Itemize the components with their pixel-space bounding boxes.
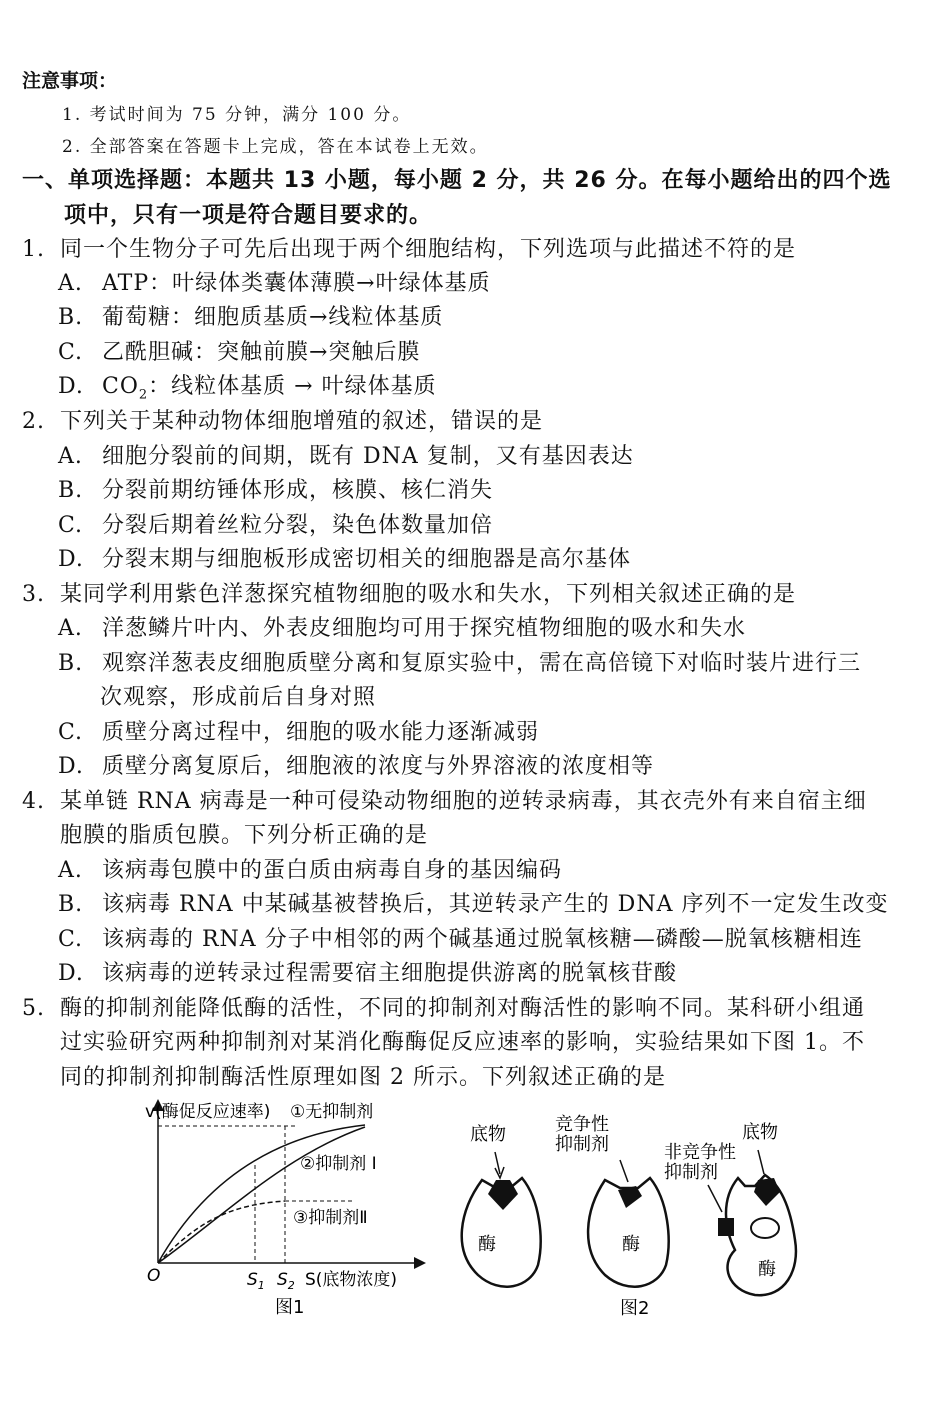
substrate-3 [754, 1178, 780, 1206]
series-label-1: ①无抑制剂 [290, 1102, 374, 1122]
option-2a: A. 细胞分裂前的间期，既有 DNA 复制，又有基因表达 [58, 444, 634, 469]
question-5: 5. 酶的抑制剂能降低酶的活性，不同的抑制剂对酶活性的影响不同。某科研小组通 [22, 996, 866, 1021]
section-heading-cont: 项中，只有一项是符合题目要求的。 [64, 203, 433, 228]
curve-no-inhibitor [158, 1125, 365, 1263]
option-2d: D. 分裂末期与细胞板形成密切相关的细胞器是高尔基体 [58, 547, 632, 572]
enzyme-label-3: 酶 [758, 1259, 776, 1280]
notice-title: 注意事项： [22, 70, 118, 92]
option-4a: A. 该病毒包膜中的蛋白质由病毒自身的基因编码 [58, 858, 563, 883]
question-5-cont: 过实验研究两种抑制剂对某消化酶酶促反应速率的影响，实验结果如下图 1。不 [60, 1030, 865, 1055]
option-2c: C. 分裂后期着丝粒分裂，染色体数量加倍 [58, 513, 494, 538]
series-label-3: ③抑制剂Ⅱ [293, 1208, 368, 1228]
noncompetitive-arrow [708, 1185, 722, 1212]
option-1a: A. ATP：叶绿体类囊体薄膜→叶绿体基质 [58, 271, 491, 296]
figure-2-caption: 图2 [620, 1298, 650, 1319]
question-5-cont2: 同的抑制剂抑制酶活性原理如图 2 所示。下列叙述正确的是 [60, 1065, 666, 1090]
competitive-inhibitor [618, 1186, 642, 1208]
enzyme-label-2: 酶 [622, 1234, 640, 1255]
question-number: 1. [22, 237, 45, 262]
competitive-arrow [620, 1160, 628, 1182]
question-2: 2. 下列关于某种动物体细胞增殖的叙述，错误的是 [22, 409, 544, 434]
question-stem: 同一个生物分子可先后出现于两个细胞结构，下列选项与此描述不符的是 [60, 237, 797, 262]
option-3b-cont: 次观察，形成前后自身对照 [100, 685, 377, 710]
notice-item: 2. 全部答案在答题卡上完成，答在本试卷上无效。 [62, 137, 489, 157]
option-1b: B. 葡萄糖：细胞质基质→线粒体基质 [58, 305, 444, 330]
option-1d: D. $CO_2$：线粒体基质 → 叶绿体基质 [58, 374, 437, 403]
y-axis-label: v(酶促反应速率) [145, 1102, 271, 1122]
s1-label: $S_1$ [247, 1270, 265, 1292]
option-3a: A. 洋葱鳞片叶内、外表皮细胞均可用于探究植物细胞的吸水和失水 [58, 616, 747, 641]
notice-item: 1. 考试时间为 75 分钟，满分 100 分。 [62, 105, 412, 125]
question-4: 4. 某单链 RNA 病毒是一种可侵染动物细胞的逆转录病毒，其衣壳外有来自宿主细 [22, 789, 867, 814]
s2-label: $S_2$ [277, 1270, 295, 1292]
option-3b: B. 观察洋葱表皮细胞质壁分离和复原实验中，需在高倍镜下对临时装片进行三 [58, 651, 862, 676]
origin-label: O [147, 1266, 161, 1286]
substrate-label-2: 底物 [742, 1122, 778, 1143]
curve-inhibitor-1 [158, 1127, 365, 1263]
noncompetitive-label-2: 抑制剂 [664, 1162, 718, 1183]
option-2b: B. 分裂前期纺锤体形成，核膜、核仁消失 [58, 478, 494, 503]
option-1c: C. 乙酰胆碱：突触前膜→突触后膜 [58, 340, 421, 365]
question-3: 3. 某同学利用紫色洋葱探究植物细胞的吸水和失水，下列相关叙述正确的是 [22, 582, 797, 607]
option-4c: C. 该病毒的 RNA 分子中相邻的两个碱基通过脱氧核糖—磷酸—脱氧核糖相连 [58, 927, 863, 952]
question-1 [22, 232, 796, 263]
competitive-label-1: 竞争性 [555, 1114, 609, 1135]
allosteric-site [751, 1218, 779, 1238]
figure-1-graph [135, 1095, 430, 1325]
option-3c: C. 质壁分离过程中，细胞的吸水能力逐渐减弱 [58, 720, 540, 745]
substrate-label-1: 底物 [470, 1124, 506, 1145]
noncompetitive-label-1: 非竞争性 [664, 1142, 736, 1163]
noncompetitive-inhibitor [718, 1218, 734, 1236]
competitive-label-2: 抑制剂 [555, 1134, 609, 1155]
x-axis-label: S(底物浓度) [305, 1270, 398, 1290]
option-4d: D. 该病毒的逆转录过程需要宿主细胞提供游离的脱氧核苷酸 [58, 961, 678, 986]
series-label-2: ②抑制剂 I [300, 1154, 377, 1174]
substrate-3-arrow [758, 1150, 764, 1174]
figure-1-caption: 图1 [275, 1297, 305, 1318]
enzyme-label-1: 酶 [478, 1234, 496, 1255]
section-heading: 一、单项选择题：本题共 13 小题，每小题 2 分，共 26 分。在每小题给出的四个选 [22, 168, 892, 193]
option-4b: B. 该病毒 RNA 中某碱基被替换后，其逆转录产生的 DNA 序列不一定发生改变 [58, 892, 889, 917]
figure-2-diagram [440, 1100, 820, 1325]
question-4-cont: 胞膜的脂质包膜。下列分析正确的是 [60, 823, 429, 848]
option-3d: D. 质壁分离复原后，细胞液的浓度与外界溶液的浓度相等 [58, 754, 655, 779]
